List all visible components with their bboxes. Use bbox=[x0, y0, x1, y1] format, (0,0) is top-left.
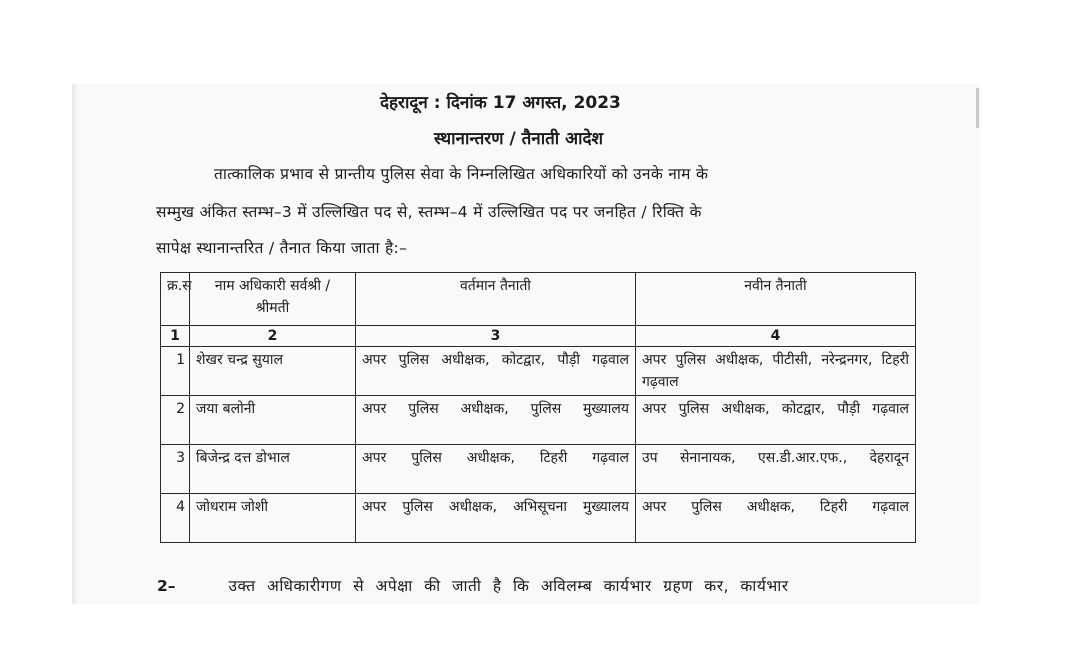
place-date-line: देहरादून : दिनांक 17 अगस्त, 2023 bbox=[380, 93, 621, 113]
officer-name: शेखर चन्द्र सुयाल bbox=[190, 347, 356, 396]
header-current-posting: वर्तमान तैनाती bbox=[355, 273, 635, 326]
column-number: 3 bbox=[355, 326, 635, 347]
table-row bbox=[161, 494, 916, 543]
row-serial: 1 bbox=[161, 347, 190, 396]
paragraph-line-2: सम्मुख अंकित स्तम्भ–3 में उल्लिखित पद से, स्तम्भ–4 में उल्लिखित पद पर जनहित / रिक्ति के bbox=[156, 203, 702, 221]
table-header-row bbox=[161, 273, 916, 326]
new-posting: उप सेनानायक, एस.डी.आर.एफ., देहरादून bbox=[635, 445, 915, 494]
new-posting: अपर पुलिस अधीक्षक, पीटीसी, नरेन्द्रनगर, टिहरी गढ़वाल bbox=[635, 347, 915, 396]
header-serial: क्र.स bbox=[161, 273, 190, 326]
page-edge-mark bbox=[976, 88, 979, 128]
current-posting: अपर पुलिस अधीक्षक, अभिसूचना मुख्यालय bbox=[355, 494, 635, 543]
table-row bbox=[161, 347, 916, 396]
officer-name: बिजेन्द्र दत्त डोभाल bbox=[190, 445, 356, 494]
current-posting: अपर पुलिस अधीक्षक, कोटद्वार, पौड़ी गढ़वाल bbox=[355, 347, 635, 396]
current-posting: अपर पुलिस अधीक्षक, पुलिस मुख्यालय bbox=[355, 396, 635, 445]
row-serial: 4 bbox=[161, 494, 190, 543]
officer-name: जया बलोनी bbox=[190, 396, 356, 445]
officer-name: जोधराम जोशी bbox=[190, 494, 356, 543]
page-edge-shadow bbox=[72, 84, 78, 604]
order-title: स्थानान्तरण / तैनाती आदेश bbox=[434, 129, 604, 149]
row-serial: 3 bbox=[161, 445, 190, 494]
column-number: 2 bbox=[190, 326, 356, 347]
column-number: 1 bbox=[161, 326, 190, 347]
footer-text: उक्त अधिकारीगण से अपेक्षा की जाती है कि अविलम्ब कार्यभार ग्रहण कर, कार्यभार bbox=[228, 577, 789, 595]
row-serial: 2 bbox=[161, 396, 190, 445]
new-posting: अपर पुलिस अधीक्षक, टिहरी गढ़वाल bbox=[635, 494, 915, 543]
paragraph-line-1: तात्कालिक प्रभाव से प्रान्तीय पुलिस सेवा के निम्नलिखित अधिकारियों को उनके नाम के bbox=[214, 165, 709, 183]
header-new-posting: नवीन तैनाती bbox=[635, 273, 915, 326]
column-number: 4 bbox=[635, 326, 915, 347]
current-posting: अपर पुलिस अधीक्षक, टिहरी गढ़वाल bbox=[355, 445, 635, 494]
footer-paragraph bbox=[157, 574, 789, 596]
transfer-table bbox=[160, 272, 916, 543]
new-posting: अपर पुलिस अधीक्षक, कोटद्वार, पौड़ी गढ़वाल bbox=[635, 396, 915, 445]
table-row bbox=[161, 396, 916, 445]
table-row bbox=[161, 445, 916, 494]
header-officer-name: नाम अधिकारी सर्वश्री / श्रीमती bbox=[190, 273, 356, 326]
column-number-row bbox=[161, 326, 916, 347]
paragraph-number: 2– bbox=[157, 577, 176, 595]
paragraph-line-3: सापेक्ष स्थानान्तरित / तैनात किया जाता है:– bbox=[156, 239, 408, 257]
